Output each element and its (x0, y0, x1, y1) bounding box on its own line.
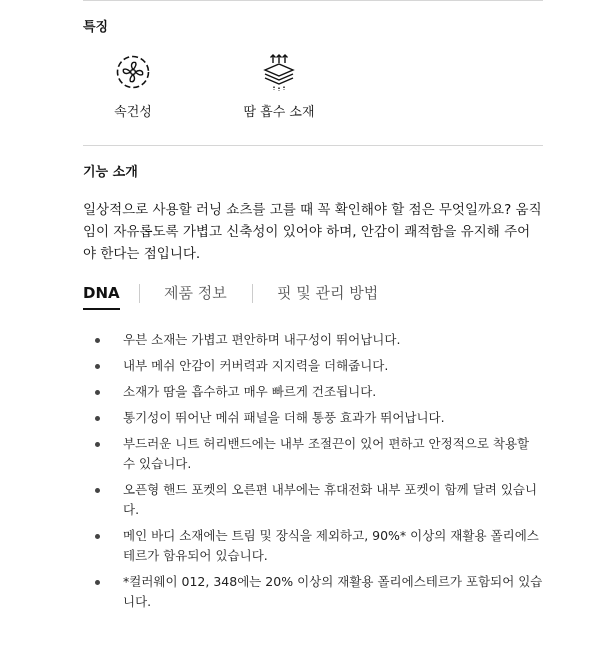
list-item (83, 526, 543, 566)
product-tabs (83, 283, 543, 311)
feature-label-sweat-absorbing: 땀 흡수 소재 (243, 105, 315, 120)
bullet-dot (95, 338, 100, 343)
bullet-dot (95, 580, 100, 585)
bullet-dot (95, 488, 100, 493)
feature-label-quick-dry: 속건성 (114, 105, 152, 120)
features-title: 특징 (83, 20, 109, 35)
top-divider (83, 0, 543, 1)
introduction-text: 일상적으로 사용할 러닝 쇼츠를 고를 때 꼭 확인해야 할 점은 무엇일까요? 움직임이 자유롭도록 가볍고 신축성이 있어야 하며, 안감이 쾌적함을 유지해 주어야 한다는 점입니다. (83, 202, 542, 262)
tab-dna[interactable]: DNA (83, 284, 120, 302)
bullet-dot (95, 390, 100, 395)
list-item-text: 오픈형 핸드 포켓의 오른편 내부에는 휴대전화 내부 포켓이 함께 달려 있습니다. (123, 482, 538, 517)
list-item (83, 434, 543, 474)
feature-sweat-absorbing (224, 52, 334, 121)
bullet-dot (95, 442, 100, 447)
list-item (83, 330, 543, 350)
list-item-text: 우븐 소재는 가볍고 편안하며 내구성이 뛰어납니다. (123, 332, 401, 347)
introduction-title: 기능 소개 (83, 165, 138, 180)
list-item-text: 내부 메쉬 안감이 커버력과 지지력을 더해줍니다. (123, 358, 389, 373)
bullet-dot (95, 416, 100, 421)
feature-quick-dry (78, 52, 188, 121)
dna-feature-list (83, 330, 543, 618)
list-item-text: 메인 바디 소재에는 트림 및 장식을 제외하고, 90%* 이상의 재활용 폴리에스테르가 함유되어 있습니다. (123, 528, 539, 563)
list-item-text: 소재가 땀을 흡수하고 매우 빠르게 건조됩니다. (123, 384, 377, 399)
list-item (83, 572, 543, 612)
tab-product-info[interactable]: 제품 정보 (164, 284, 227, 302)
bullet-dot (95, 364, 100, 369)
list-item-text: 부드러운 니트 허리밴드에는 내부 조절끈이 있어 편하고 안정적으로 착용할 수 있습니다. (123, 436, 530, 471)
features-divider (83, 145, 543, 146)
tab-separator (252, 284, 253, 303)
list-item (83, 356, 543, 376)
sweat-absorbing-icon (259, 52, 299, 92)
bullet-dot (95, 534, 100, 539)
list-item (83, 408, 543, 428)
list-item (83, 382, 543, 402)
tab-fit-and-care[interactable]: 핏 및 관리 방법 (277, 284, 379, 302)
list-item-text: 통기성이 뛰어난 메쉬 패널을 더해 통풍 효과가 뛰어납니다. (123, 410, 445, 425)
list-item (83, 480, 543, 520)
quick-dry-icon (113, 52, 153, 92)
list-item-text: *컬러웨이 012, 348에는 20% 이상의 재활용 폴리에스테르가 포함되어 있습니다. (123, 574, 543, 609)
tab-separator (139, 284, 140, 303)
